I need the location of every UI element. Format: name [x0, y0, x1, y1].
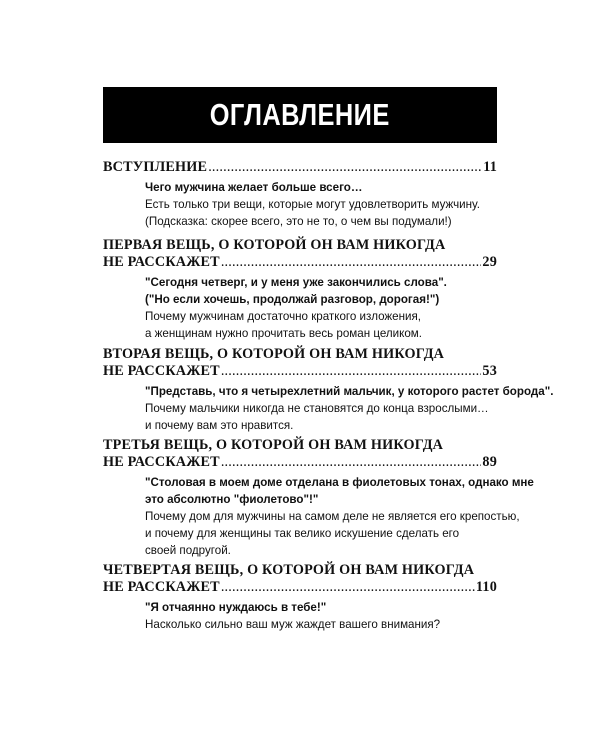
toc-entry-body	[145, 383, 554, 434]
toc-entry-body	[145, 599, 497, 633]
entry-quote: "Столовая в моем доме отделана в фиолетовых тонах, однако мне	[145, 476, 534, 489]
toc-entry-body	[145, 179, 497, 230]
entry-quote: "Сегодня четверг, и у меня уже закончились слова".	[145, 276, 447, 289]
toc-heading-line	[103, 254, 497, 271]
entry-description-line: и почему вам это нравится.	[145, 419, 294, 432]
toc-heading-continued: НЕ РАССКАЖЕТ	[103, 254, 220, 270]
toc-heading-continued: НЕ РАССКАЖЕТ	[103, 579, 220, 595]
toc-title-banner	[103, 87, 497, 143]
toc-heading-line	[103, 363, 497, 380]
leader-dots	[221, 454, 482, 471]
toc-heading-continued: НЕ РАССКАЖЕТ	[103, 363, 220, 379]
toc-heading-line	[103, 579, 497, 596]
toc-heading: ЧЕТВЕРТАЯ ВЕЩЬ, О КОТОРОЙ ОН ВАМ НИКОГДА	[103, 562, 475, 578]
entry-description-line: и почему для женщины так велико искушение сделать его	[145, 527, 460, 540]
entry-quote: Чего мужчина желает больше всего…	[145, 181, 363, 194]
toc-entry-third-thing	[103, 437, 534, 559]
leader-dots	[221, 579, 475, 596]
page-number: 110	[475, 579, 497, 595]
toc-entry-introduction	[103, 159, 497, 230]
toc-heading: ПЕРВАЯ ВЕЩЬ, О КОТОРОЙ ОН ВАМ НИКОГДА	[103, 237, 446, 253]
toc-heading-continued: НЕ РАССКАЖЕТ	[103, 454, 220, 470]
toc-heading: ВСТУПЛЕНИЕ	[103, 159, 208, 175]
entry-description-line: своей подругой.	[145, 544, 231, 557]
leader-dots	[221, 254, 482, 271]
page-number: 53	[482, 363, 497, 379]
toc-heading: ТРЕТЬЯ ВЕЩЬ, О КОТОРОЙ ОН ВАМ НИКОГДА	[103, 437, 444, 453]
page-number: 89	[482, 454, 497, 470]
toc-heading: ВТОРАЯ ВЕЩЬ, О КОТОРОЙ ОН ВАМ НИКОГДА	[103, 346, 445, 362]
toc-entry-first-thing	[103, 237, 497, 342]
toc-entry-second-thing	[103, 346, 554, 434]
entry-quote: это абсолютно "фиолетово"!"	[145, 493, 319, 506]
toc-heading-line	[103, 454, 497, 471]
toc-entry-body	[145, 474, 534, 559]
entry-description-line: Есть только три вещи, которые могут удовлетворить мужчину.	[145, 198, 480, 211]
toc-heading-line	[103, 159, 497, 176]
entry-description-line: Почему мальчики никогда не становятся до конца взрослыми…	[145, 402, 489, 415]
page-number: 29	[482, 254, 497, 270]
leader-dots	[221, 363, 482, 380]
entry-description-line: а женщинам нужно прочитать весь роман целиком.	[145, 327, 422, 340]
entry-description-line: (Подсказка: скорее всего, это не то, о чем вы подумали!)	[145, 215, 452, 228]
entry-quote: ("Но если хочешь, продолжай разговор, дорогая!")	[145, 293, 440, 306]
entry-description-line: Почему мужчинам достаточно краткого изложения,	[145, 310, 421, 323]
entry-quote: "Представь, что я четырехлетний мальчик, у которого растет борода".	[145, 385, 554, 398]
toc-entry-body	[145, 274, 497, 342]
entry-description-line: Насколько сильно ваш муж жаждет вашего внимания?	[145, 618, 441, 631]
entry-quote: "Я отчаянно нуждаюсь в тебе!"	[145, 601, 327, 614]
entry-description-line: Почему дом для мужчины на самом деле не является его крепостью,	[145, 510, 520, 523]
page-title: ОГЛАВЛЕНИЕ	[210, 97, 390, 132]
toc-entry-fourth-thing	[103, 562, 497, 633]
page-number: 11	[483, 159, 497, 175]
leader-dots	[208, 159, 482, 176]
